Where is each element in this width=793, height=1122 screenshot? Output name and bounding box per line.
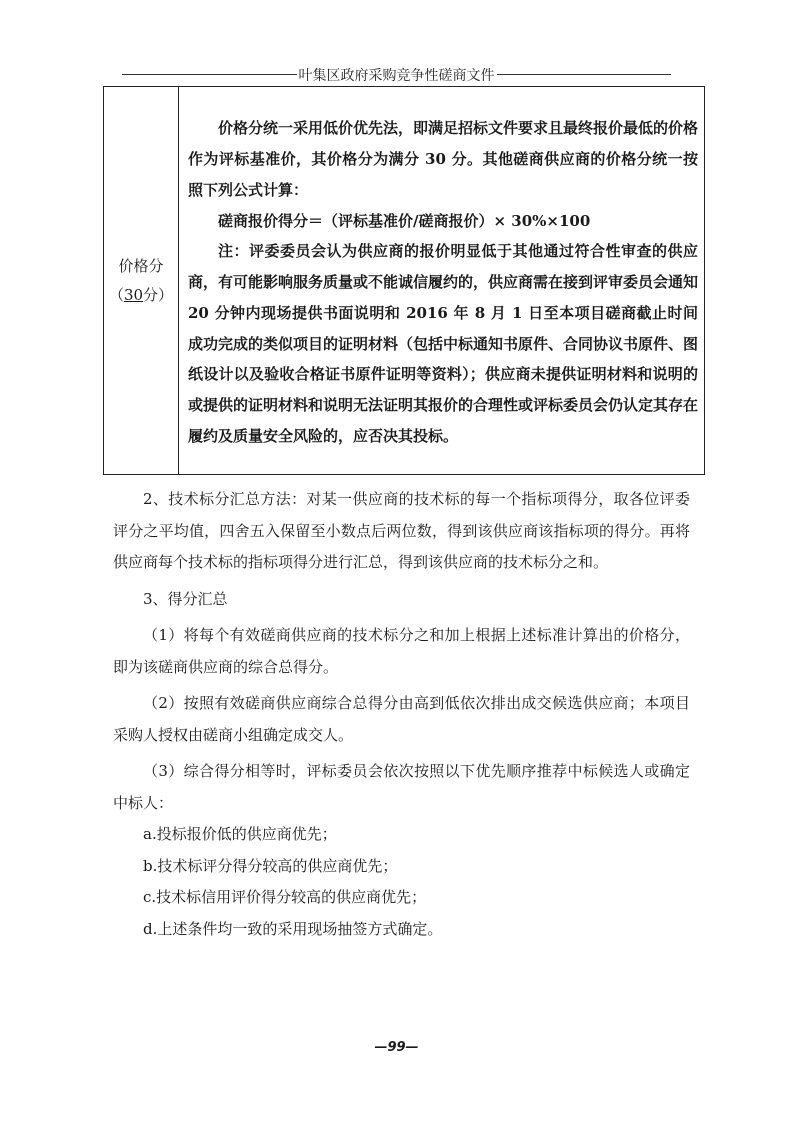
technical-summary-paragraph: 2、技术标分汇总方法：对某一供应商的技术标的每一个指标项得分，取各位评委评分之平均值，四舍五入保留至小数点后两位数，得到该供应商该指标项的得分。再将供应商每个技术标的指标项得分进行汇总，得到该供应商的技术标分之和。 (113, 490, 690, 571)
price-rule-paragraph: 价格分统一采用低价优先法，即满足招标文件要求且最终报价最低的价格作为评标基准价，其价格分为满分 30 分。其他磋商供应商的价格分统一按照下列公式计算： (188, 119, 699, 199)
points-value: 30 (123, 285, 144, 304)
price-note-paragraph: 注：评委委员会认为供应商的报价明显低于其他通过符合性审查的供应商，有可能影响服务质量或不能诚信履约的，供应商需在接到评审委员会通知 20 分钟内现场提供书面说明和 2016 年 8 月 1 日至本项目磋商截止时间成功完成的类似项目的证明材料（包括中标通知书原件、合同协议书原件、图纸设计以及验收合格证书原件证明等资料）；供应商未提供证明材料和说明的或提供的证明材料和说明无法证明其报价的合理性或评标委员会仍认定其存在履约及质量安全风险的，应否决其投标。 (188, 242, 699, 446)
price-score-table (103, 86, 705, 475)
price-formula: 磋商报价得分＝（评标基准价/磋商报价）× 30%×100 (218, 211, 591, 230)
document-title-text: 叶集区政府采购竞争性磋商文件 (298, 68, 495, 84)
price-score-label-cell (104, 87, 179, 475)
priority-item-a: a.投标报价低的供应商优先； (143, 825, 337, 843)
price-score-label: 价格分 (118, 256, 164, 275)
points-open: （ (108, 285, 124, 304)
page-number: —99— (374, 1040, 419, 1055)
document-title (122, 65, 671, 85)
priority-item-c: c.技术标信用评价得分较高的供应商优先； (143, 888, 427, 906)
price-score-description-cell (179, 87, 705, 475)
summary-item-3: （3）综合得分相等时，评标委员会依次按照以下优先顺序推荐中标候选人或确定中标人： (113, 762, 690, 812)
scoring-summary-section (113, 484, 690, 945)
table-row (104, 87, 705, 475)
priority-item-d: d.上述条件均一致的采用现场抽签方式确定。 (143, 919, 443, 938)
price-score-points (104, 281, 178, 310)
score-summary-heading: 3、得分汇总 (143, 589, 228, 608)
summary-item-2: （2）按照有效磋商供应商综合总得分由高到低依次排出成交候选供应商；本项目采购人授权由磋商小组确定成交人。 (113, 694, 690, 744)
summary-item-1: （1）将每个有效磋商供应商的技术标分之和加上根据上述标准计算出的价格分，即为该磋商供应商的综合总得分。 (113, 626, 690, 676)
page-header (122, 62, 671, 86)
points-unit: 分） (143, 285, 174, 304)
priority-item-b: b.技术标评分得分较高的供应商优先； (143, 856, 398, 875)
